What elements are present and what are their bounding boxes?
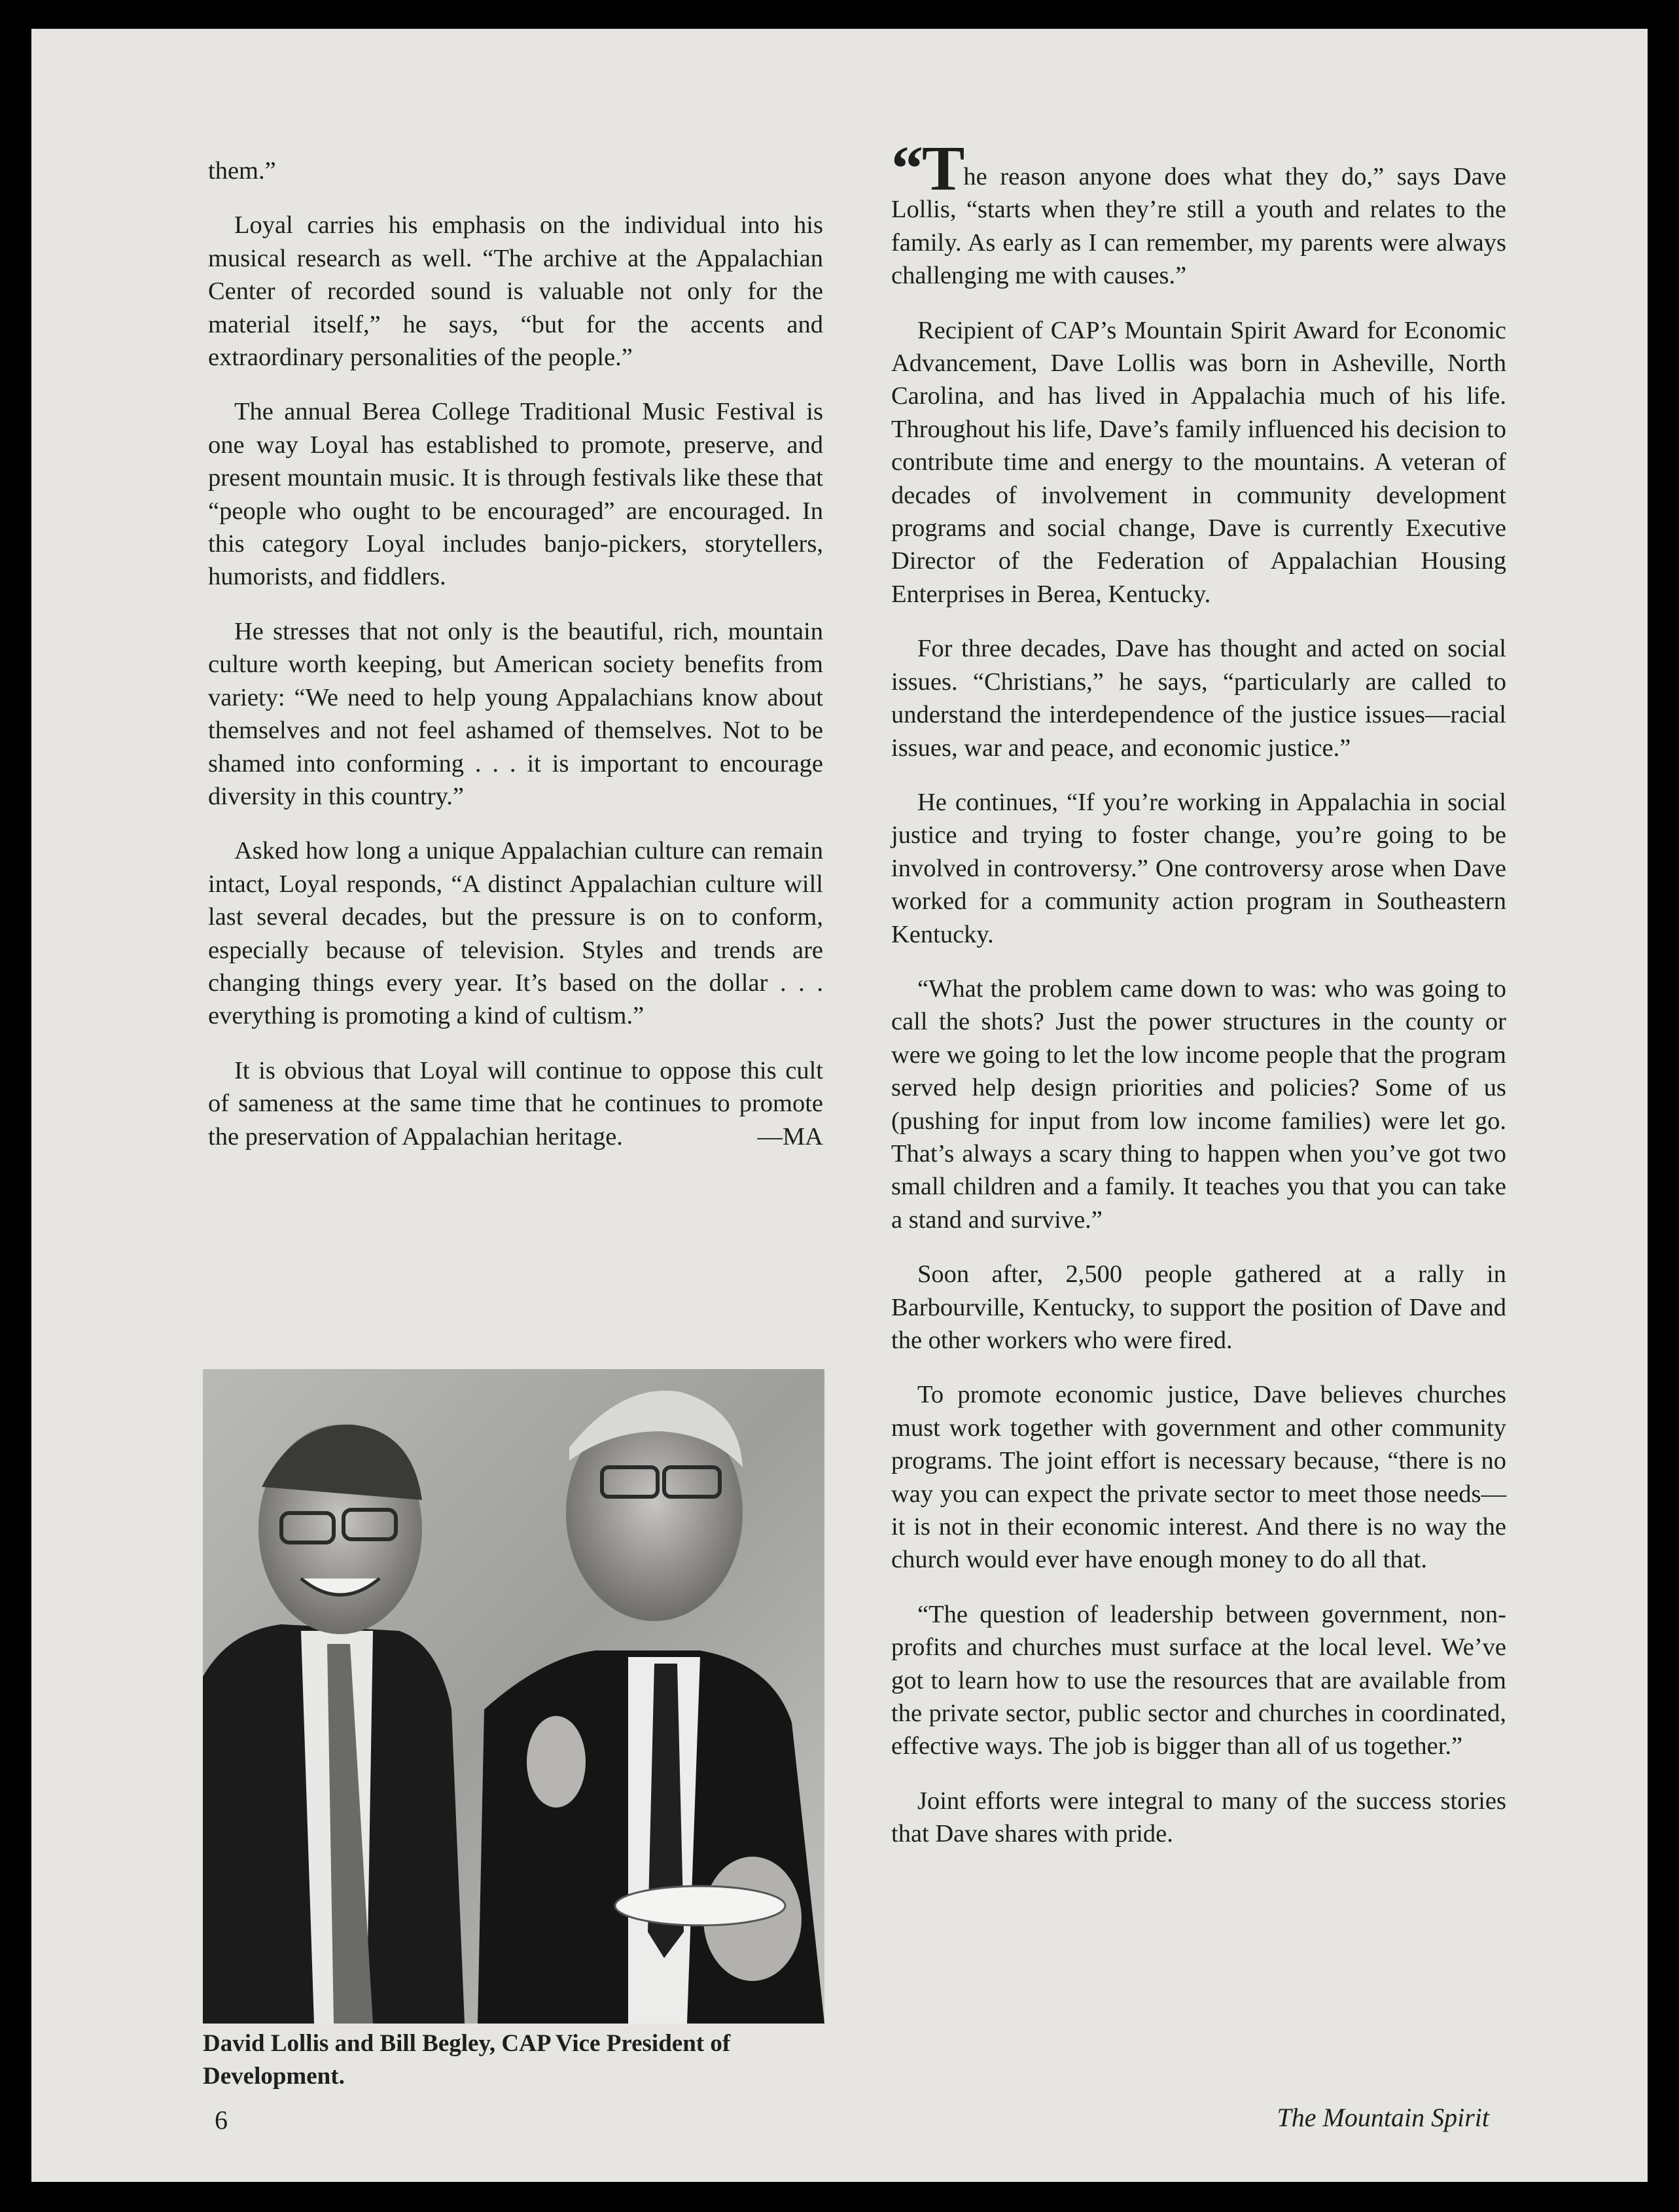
publication-name: The Mountain Spirit [1277, 2103, 1489, 2132]
photo-image [203, 1369, 824, 2024]
paragraph [891, 134, 1506, 293]
author-initials: —MA [757, 1122, 823, 1151]
opening-paragraph-text: he reason anyone does what they do,” says Dave Lollis, “starts when they’re still a youth and relates to the family. As early as I can remember, my parents were always challenging me with causes.” [891, 163, 1506, 290]
page-number: 6 [215, 2105, 228, 2135]
paragraph: For three decades, Dave has thought and acted on social issues. “Christians,” he says, “particularly are called to understand the interdependence of the justice issues—racial issues, war and peace, and economic justice.” [891, 635, 1506, 762]
drop-cap: “T [891, 134, 964, 204]
paragraph: “The question of leadership between government, non-profits and churches must surface at the local level. We’ve got to learn how to use the resources that are available from the private sector, public sector and churches in coordinated, effective ways. The job is bigger than all of us together.” [891, 1600, 1506, 1760]
photo-lollis-begley [203, 1369, 824, 2024]
paragraph: He continues, “If you’re working in Appalachia in social justice and trying to foster change, you’re going to be involved in controversy.” One controversy arose when Dave worked for a community action program in Southeastern Kentucky. [891, 788, 1506, 948]
paragraph: Loyal carries his emphasis on the individual into his musical research as well. “The archive at the Appalachian Center of recorded sound is valuable not only for the material itself,” he says, “but for the accents and extraordinary personalities of the people.” [208, 211, 823, 372]
paragraph: Soon after, 2,500 people gathered at a rally in Barbourville, Kentucky, to support the position of Dave and the other workers who were fired. [891, 1260, 1506, 1354]
magazine-page [31, 29, 1648, 2182]
left-column [208, 154, 823, 1153]
paragraph: “What the problem came down to was: who was going to call the shots? Just the power structures in the county or were we going to let the low income people that the program served help design priorities and policies? Some of us (pushing for input from low income families) were let go. That’s always a scary thing to happen when you’ve got two small children and a family. It teaches you that you can take a stand and survive.” [891, 974, 1506, 1234]
photo-caption: David Lollis and Bill Begley, CAP Vice President of Development. [203, 2030, 731, 2090]
right-column [891, 134, 1506, 1872]
paragraph: The annual Berea College Traditional Music Festival is one way Loyal has established to promote, preserve, and present mountain music. It is through festivals like these that “people who ought to be encouraged” are encouraged. In this category Loyal includes banjo-pickers, storytellers, humorists, and fiddlers. [208, 398, 823, 591]
paragraph: To promote economic justice, Dave believes churches must work together with government and other community programs. The joint effort is necessary because, “there is no way you can expect the private sector to meet those needs—it is not in their economic interest. And there is no way the church would ever have enough money to do all that. [891, 1381, 1506, 1574]
paragraph: them.” [208, 157, 276, 185]
paragraph: Asked how long a unique Appalachian culture can remain intact, Loyal responds, “A distinct Appalachian culture will last several decades, but the pressure is on to conform, especially because of television. Styles and trends are changing things every year. It’s based on the dollar . . . everything is promoting a kind of cultism.” [208, 837, 823, 1030]
paragraph: He stresses that not only is the beautiful, rich, mountain culture worth keeping, but American society benefits from variety: “We need to help young Appalachians know about themselves and not feel ashamed of themselves. Not to be shamed into conforming . . . it is important to encourage diversity in this country.” [208, 617, 823, 810]
paragraph: Joint efforts were integral to many of the success stories that Dave shares with pride. [891, 1787, 1506, 1848]
paragraph: Recipient of CAP’s Mountain Spirit Award for Economic Advancement, Dave Lollis was born in Asheville, North Carolina, and has lived in Appalachia much of his life. Throughout his life, Dave’s family influenced his decision to contribute time and energy to the mountains. A veteran of decades of involvement in community development programs and social change, Dave is currently Executive Director of the Federation of Appalachian Housing Enterprises in Berea, Kentucky. [891, 316, 1506, 608]
closing-paragraph-text: It is obvious that Loyal will continue to oppose this cult of sameness at the same time that he continues to promote the preservation of Appalachian heritage. [208, 1056, 823, 1151]
